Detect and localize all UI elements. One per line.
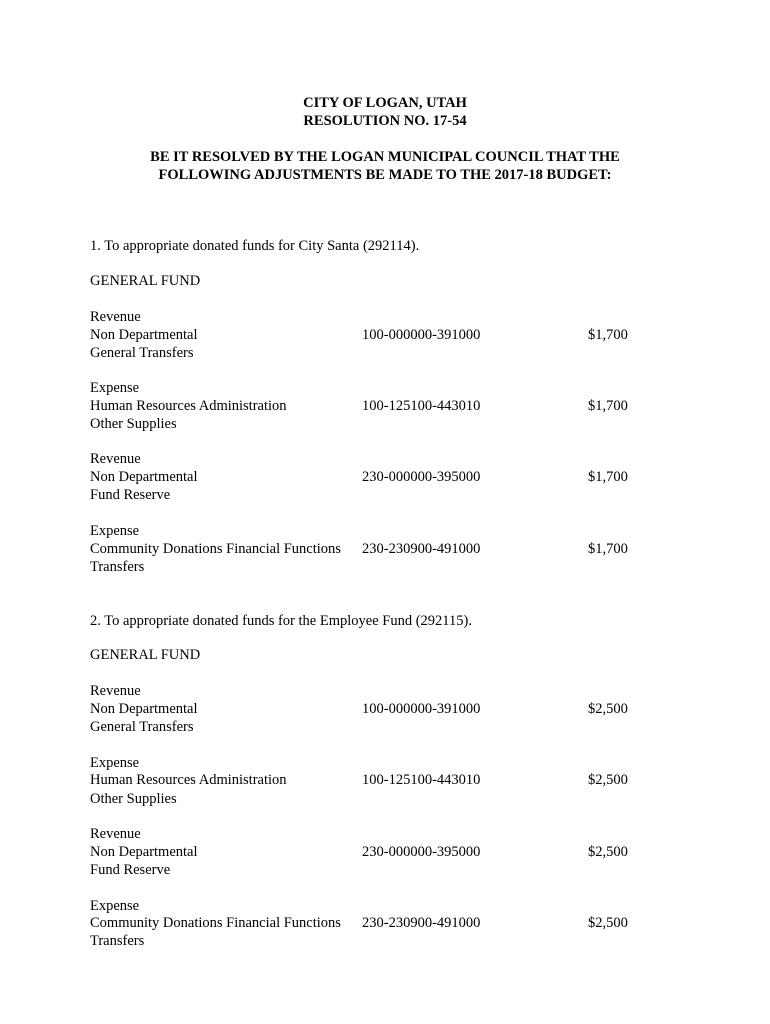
- entry-account: 100-000000-391000: [362, 327, 481, 343]
- entry-description: Other Supplies: [90, 791, 177, 807]
- entry-description: Transfers: [90, 559, 145, 575]
- section-title: 2. To appropriate donated funds for the Employee Fund (292115).: [90, 613, 472, 629]
- section-title: 1. To appropriate donated funds for City Santa (292114).: [90, 238, 420, 254]
- entry-department: Non Departmental: [90, 327, 198, 343]
- entry-amount: $2,500: [588, 915, 628, 931]
- fund-label: GENERAL FUND: [90, 273, 201, 289]
- entry-department: Non Departmental: [90, 701, 198, 717]
- entry-department: Human Resources Administration: [90, 398, 287, 414]
- entry-department: Human Resources Administration: [90, 772, 287, 788]
- entry-account: 100-000000-391000: [362, 701, 481, 717]
- entry-account: 230-230900-491000: [362, 541, 481, 557]
- entry-account: 230-230900-491000: [362, 915, 481, 931]
- city-title: CITY OF LOGAN, UTAH: [303, 95, 467, 111]
- entry-account: 230-000000-395000: [362, 469, 481, 485]
- resolution-statement-line-2: FOLLOWING ADJUSTMENTS BE MADE TO THE 2017-18 BUDGET:: [158, 167, 612, 183]
- entry-department: Non Departmental: [90, 844, 198, 860]
- resolution-number: RESOLUTION NO. 17-54: [303, 113, 467, 129]
- entry-description: Fund Reserve: [90, 862, 171, 878]
- entry-type: Expense: [90, 523, 140, 539]
- entry-type: Revenue: [90, 683, 141, 699]
- entry-description: General Transfers: [90, 345, 194, 361]
- entry-type: Expense: [90, 898, 140, 914]
- entry-account: 100-125100-443010: [362, 772, 481, 788]
- fund-label: GENERAL FUND: [90, 647, 201, 663]
- entry-department: Community Donations Financial Functions: [90, 915, 341, 931]
- entry-amount: $2,500: [588, 772, 628, 788]
- entry-type: Revenue: [90, 309, 141, 325]
- resolution-statement-line-1: BE IT RESOLVED BY THE LOGAN MUNICIPAL COUNCIL THAT THE: [150, 149, 620, 165]
- entry-type: Expense: [90, 380, 140, 396]
- entry-description: Transfers: [90, 933, 145, 949]
- entry-amount: $1,700: [588, 398, 628, 414]
- entry-type: Revenue: [90, 826, 141, 842]
- entry-amount: $2,500: [588, 701, 628, 717]
- entry-type: Expense: [90, 755, 140, 771]
- entry-amount: $1,700: [588, 541, 628, 557]
- entry-amount: $1,700: [588, 469, 628, 485]
- entry-amount: $1,700: [588, 327, 628, 343]
- entry-description: Fund Reserve: [90, 487, 171, 503]
- entry-account: 230-000000-395000: [362, 844, 481, 860]
- entry-description: Other Supplies: [90, 416, 177, 432]
- entry-department: Community Donations Financial Functions: [90, 541, 341, 557]
- entry-account: 100-125100-443010: [362, 398, 481, 414]
- entry-department: Non Departmental: [90, 469, 198, 485]
- entry-amount: $2,500: [588, 844, 628, 860]
- entry-description: General Transfers: [90, 719, 194, 735]
- entry-type: Revenue: [90, 451, 141, 467]
